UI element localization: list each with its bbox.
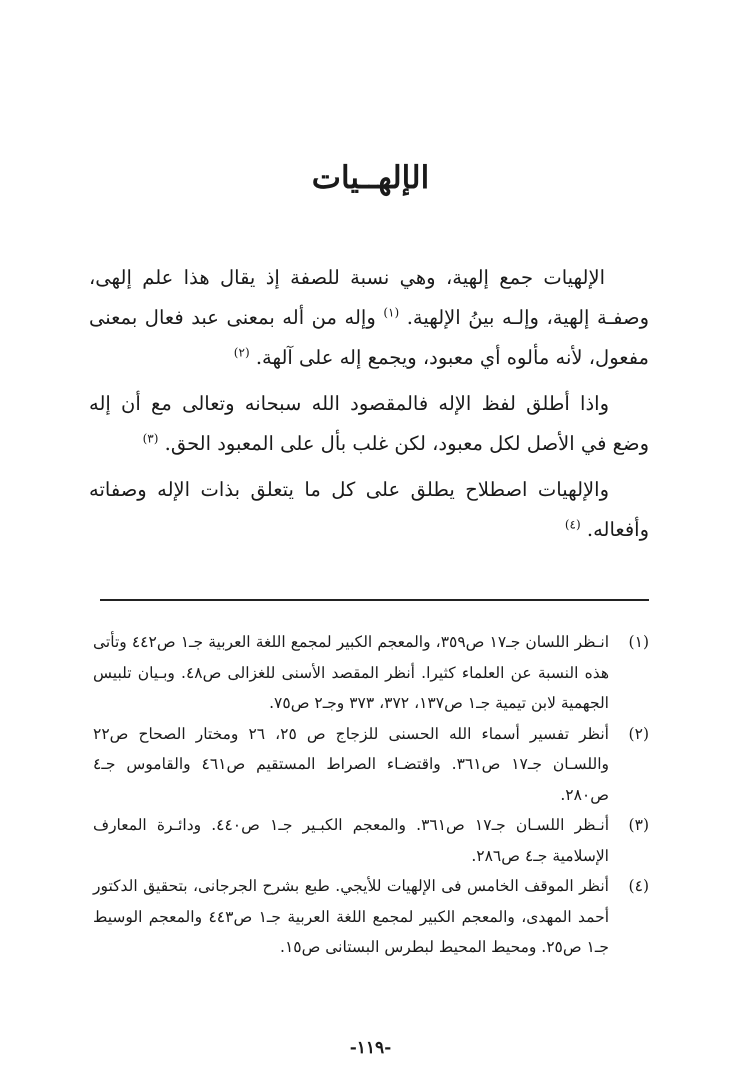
page-number: -١١٩-: [349, 1038, 392, 1058]
paragraph-1: [89, 258, 649, 378]
footnote-text: انـظر اللسان جـ١٧ ص٣٥٩، والمعجم الكبير لمجمع اللغة العربية جـ١ ص٤٤٢ وتأتى هذه النسبة عن العلماء كثيرا. أنظر المقصد الأسنى للغزالى ص٤٨. وبـيان تلبيس الجهمية لابن تيمية جـ١ ص١٣٧، ٣٧٢، ٣٧٣ وجـ٢ ص٧٥.: [93, 633, 610, 712]
footnote-ref-1: (١): [383, 305, 400, 320]
footnote-number: (٤): [628, 877, 649, 895]
paragraph-2: [89, 384, 649, 464]
paragraph-1-text-b: وإله من أله بمعنى عبد فعال بمعنى مفعول، لأنه مألوه أي معبود، ويجمع إله على آلهة.: [89, 306, 649, 369]
footnote-1: [93, 627, 649, 719]
footnotes-list: [93, 627, 649, 963]
footnote-2: [93, 719, 649, 811]
footnote-text: أنظر تفسير أسماء الله الحسنى للزجاج ص ٢٥، ٢٦ ومختار الصحاح ص٢٢ واللسـان جـ١٧ ص٣٦١. واقتضـاء الصراط المستقيم ص٤٦١ والقاموس جـ٤ ص٢٨٠.: [93, 724, 609, 804]
footnote-separator: [100, 599, 649, 601]
footnote-3: [93, 810, 649, 871]
paragraph-3: [89, 470, 649, 550]
paragraph-2-text: واذا أطلق لفظ الإله فالمقصود الله سبحانه وتعالى مع أن إله وضع في الأصل لكل معبود، لكن غلب بأل على المعبود الحق.: [89, 392, 649, 455]
footnote-text: أنـظر اللسـان جـ١٧ ص٣٦١. والمعجم الكبـير جـ١ ص٤٤٠. ودائـرة المعارف الإسلامية جـ٤ ص٢٨٦.: [93, 816, 610, 865]
footnote-ref-4: (٤): [564, 517, 581, 532]
footnote-ref-3: (٣): [142, 431, 159, 446]
footnote-number: (١): [628, 633, 649, 651]
footnote-number: (٢): [628, 724, 649, 743]
main-text: [89, 258, 649, 556]
chapter-title: الإلهــيات: [311, 160, 430, 196]
paragraph-3-text: والإلهيات اصطلاح يطلق على كل ما يتعلق بذات الإله وصفاته وأفعاله.: [89, 478, 649, 541]
footnote-text: أنظر الموقف الخامس فى الإلهيات للأيجي. طبع بشرح الجرجانى، بتحقيق الدكتور أحمد المهدى، والمعجم الكبير لمجمع اللغة العربية جـ١ ص٤٤٣ والمعجم الوسيط جـ١ ص٢٥. ومحيط المحيط لبطرس البستانى ص١٥.: [93, 877, 610, 956]
footnote-4: [93, 871, 649, 963]
footnote-ref-2: (٢): [233, 345, 250, 360]
paragraph-1-text-a: الإلهيات جمع إلهية، وهي نسبة للصفة إذ يقال هذا علم إلهى، وصفـة إلهية، وإلـه بينُ الإلهية.: [89, 266, 650, 329]
footnote-number: (٣): [628, 816, 649, 834]
